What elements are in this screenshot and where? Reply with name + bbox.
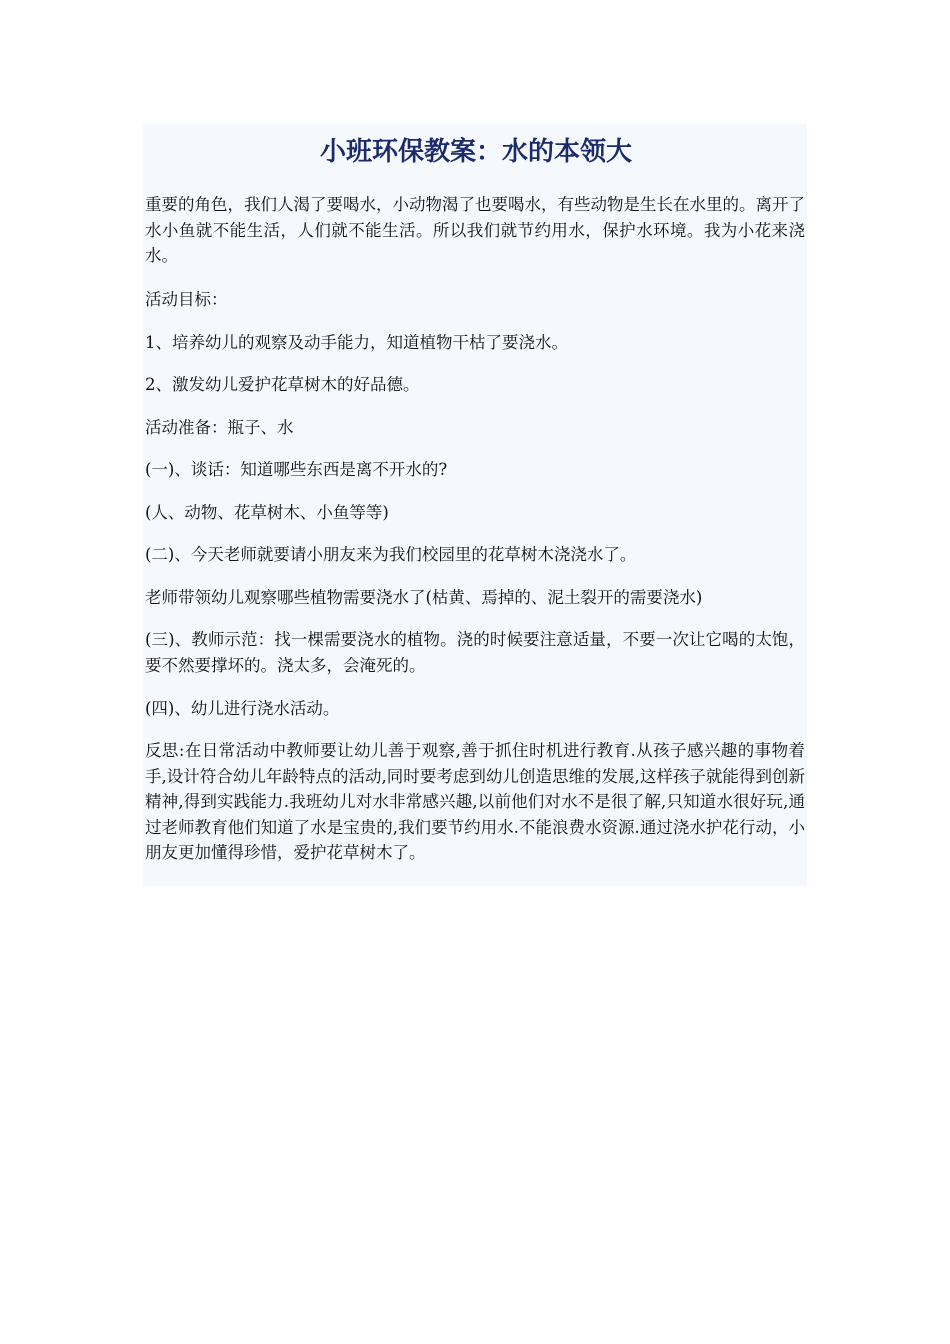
step-2-detail-paragraph: 老师带领幼儿观察哪些植物需要浇水了(枯黄、焉掉的、泥土裂开的需要浇水) [145,588,703,607]
intro-paragraph: 重要的角色，我们人渴了要喝水，小动物渴了也要喝水，有些动物是生长在水里的。离开了水小鱼就不能生活，人们就不能生活。所以我们就节约用水，保护水环境。我为小花来浇水。 [145,195,805,265]
step-2-paragraph: (二)、今天老师就要请小朋友来为我们校园里的花草树木浇浇水了。 [145,545,637,564]
step-1-paragraph: (一)、谈话：知道哪些东西是离不开水的? [145,460,448,479]
preparation-paragraph: 活动准备：瓶子、水 [145,418,294,437]
objectives-heading: 活动目标： [145,290,228,309]
step-3-paragraph: (三)、教师示范：找一棵需要浇水的植物。浇的时候要注意适量，不要一次让它喝的太饱，要不然要撑坏的。浇太多，会淹死的。 [145,630,805,675]
reflection-paragraph: 反思:在日常活动中教师要让幼儿善于观察,善于抓住时机进行教育.从孩子感兴趣的事物着手,设计符合幼儿年龄特点的活动,同时要考虑到幼儿创造思维的发展,这样孩子就能得到创新精神,得到实践能力.我班幼儿对水非常感兴趣,以前他们对水不是很了解,只知道水很好玩,通过老师教育他们知道了水是宝贵的,我们要节约用水.不能浪费水资源.通过浇水护花行动，小朋友更加懂得珍惜，爱护花草树木了。 [145,741,805,862]
objective-item-1: 1、培养幼儿的观察及动手能力，知道植物干枯了要浇水。 [145,333,568,352]
article-content [143,124,807,886]
objective-item-2: 2、激发幼儿爱护花草树木的好品德。 [145,375,420,394]
step-1-answer-paragraph: (人、动物、花草树木、小鱼等等) [145,503,389,522]
document-title: 小班环保教案：水的本领大 [319,137,632,167]
step-4-paragraph: (四)、幼儿进行浇水活动。 [145,699,340,718]
